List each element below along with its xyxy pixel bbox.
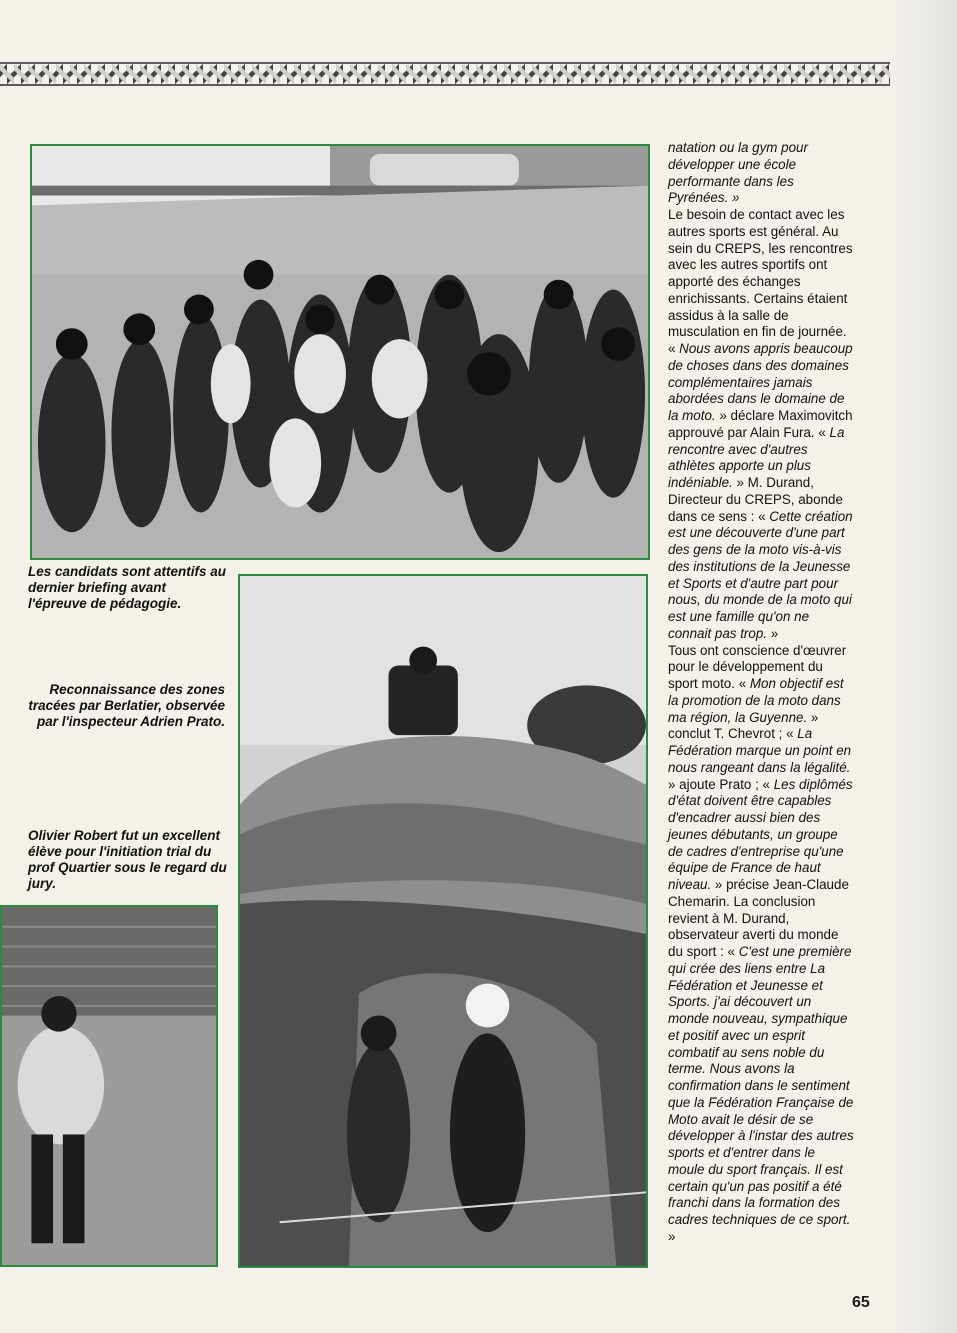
article-text-run: » conclut T. Chevrot ; «	[668, 709, 819, 742]
article-paragraph	[668, 643, 854, 1246]
article-text-run: Les diplômés d'état doivent être capables d'encadrer aussi bien des jeunes débutants, un groupe de cadres d'entreprise qu'une équipe de France de haut niveau.	[668, 776, 853, 892]
article-text-run: C'est une première qui crée des liens entre La Fédération et Jeunesse et Sports. j'ai découvert un monde nouveau, sympathique et positif avec un esprit combatif au sens noble du terme. Nous avons la confirmation dans le sentiment que la Fédération Française de Moto avait le désir de se développer à l'instar des autres sports et d'entrer dans le moule du sport français. Il est certain qu'un pas positif a été franchi dans la formation des cadres techniques de ce sport.	[668, 944, 854, 1227]
article-text-run: Mon objectif est la promotion de la moto dans ma région, la Guyenne.	[668, 676, 844, 725]
article-text-run: Tous ont conscience d'œuvrer pour le développement du sport moto. «	[668, 642, 847, 691]
article-text-run: » ajoute Prato ; «	[668, 776, 774, 792]
photo-trial-zone-reconnaissance	[238, 574, 648, 1268]
page-number: 65	[852, 1294, 870, 1311]
decorative-rule-bottom	[0, 84, 890, 86]
article-text-run: » déclare Maximovitch approuvé par Alain Fura. «	[668, 408, 853, 440]
article-text-run: » précise Jean-Claude Chemarin. La conclusion revient à M. Durand, observateur averti du monde du sport : «	[668, 877, 849, 959]
article-text-run: Cette création est une découverte d'une part des gens de la moto vis-à-vis des institutions de la Jeunesse et Sports et d'autre part pour nous, du monde de la moto qui est une famille qu'on ne connait pas trop.	[668, 508, 853, 641]
article-text-run: Le besoin de contact avec les autres sports est général. Au sein du CREPS, les rencontres avec les autres sportifs ont apporté des échanges enrichissants. Certains étaient assidus à la salle de musculation en fin de journée. «	[668, 207, 853, 356]
article-paragraph	[668, 207, 854, 643]
photo-briefing-group	[30, 144, 650, 560]
article-text-run: La Fédération marque un point en nous rangeant dans la légalité.	[668, 726, 852, 775]
caption-reconnaissance: Reconnaissance des zones tracées par Berlatier, observée par l'inspecteur Adrien Prato.	[28, 682, 225, 729]
caption-briefing: Les candidats sont attentifs au dernier briefing avant l'épreuve de pédagogie.	[28, 564, 227, 611]
article-body-column	[668, 140, 854, 1246]
caption-olivier-robert: Olivier Robert fut un excellent élève pour l'initiation trial du prof Quartier sous le regard du jury.	[28, 828, 227, 891]
photo-olivier-robert	[0, 905, 218, 1267]
facing-page-shadow	[887, 0, 957, 1333]
article-text-run: Nous avons appris beaucoup de choses dans des domaines complémentaires jamais abordées dans le domaine de la moto.	[668, 341, 853, 423]
article-text-run: »	[668, 1228, 676, 1244]
article-text-run: natation ou la gym pour développer une école performante dans les Pyrénées. »	[668, 140, 808, 206]
article-text-run: La rencontre avec d'autres athlètes apporte un plus indéniable.	[668, 424, 845, 490]
article-text-run: » M. Durand, Directeur du CREPS, abonde dans ce sens : «	[668, 475, 843, 524]
decorative-band	[0, 64, 890, 84]
article-paragraph	[668, 140, 854, 207]
article-text-run: »	[767, 625, 779, 641]
